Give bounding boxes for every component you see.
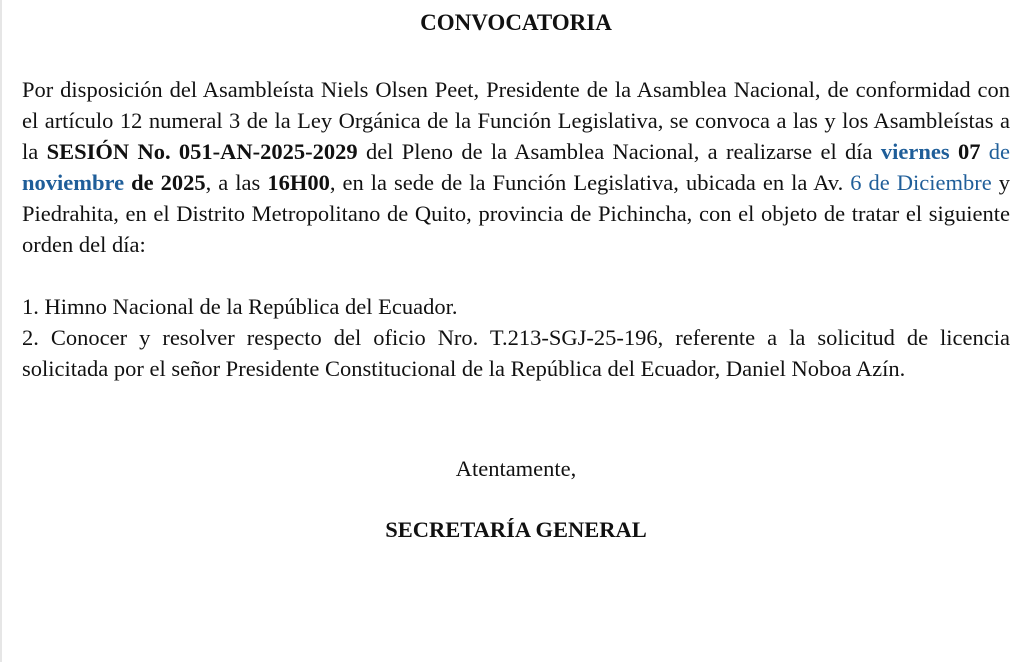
date-day-number: 07 xyxy=(957,139,981,164)
avenue-link[interactable]: 6 de Diciembre xyxy=(850,170,992,195)
document-title: CONVOCATORIA xyxy=(420,10,612,35)
date-de-link[interactable]: de xyxy=(988,139,1011,164)
intro-text-1: Por disposición del Asambleísta Niels Olsen Peet, Presidente de la Asamblea Nacional, de conformidad con el artículo 12 numeral 3 de la Ley Orgánica de la Función Legislativa, se convoca a las y los Asambleístas a la xyxy=(22,77,1010,164)
date-year: de 2025 xyxy=(124,170,206,195)
session-number: SESIÓN No. 051-AN-2025-2029 xyxy=(46,139,358,164)
agenda-item: 2. Conocer y resolver respecto del oficio Nro. T.213-SGJ-25-196, referente a la solicitud de licencia solicitada por el señor Presidente Constitucional de la República del Ecuador, Daniel Noboa Azín. xyxy=(22,325,1010,381)
agenda-list xyxy=(22,291,1010,384)
closing-salutation: Atentamente, xyxy=(455,456,577,481)
date-day-name-link[interactable]: viernes xyxy=(880,139,950,164)
page-left-edge xyxy=(0,0,2,662)
session-time: 16H00 xyxy=(267,170,330,195)
intro-text-4: , en la sede de la Función Legislativa, ubicada en la Av. xyxy=(329,170,851,195)
intro-text-5: y Piedrahita, en el Distrito Metropolitano de Quito, provincia de Pichincha, con el objeto de tratar el siguiente orden del día: xyxy=(22,170,1011,257)
agenda-item: 1. Himno Nacional de la República del Ecuador. xyxy=(22,294,458,319)
intro-text-3: , a las xyxy=(205,170,268,195)
signature-block: SECRETARÍA GENERAL xyxy=(385,517,647,542)
date-month-link[interactable]: noviembre xyxy=(22,170,125,195)
intro-text-2: del Pleno de la Asamblea Nacional, a realizarse el día xyxy=(357,139,881,164)
convocation-document xyxy=(22,0,1010,545)
intro-paragraph xyxy=(22,74,1010,260)
